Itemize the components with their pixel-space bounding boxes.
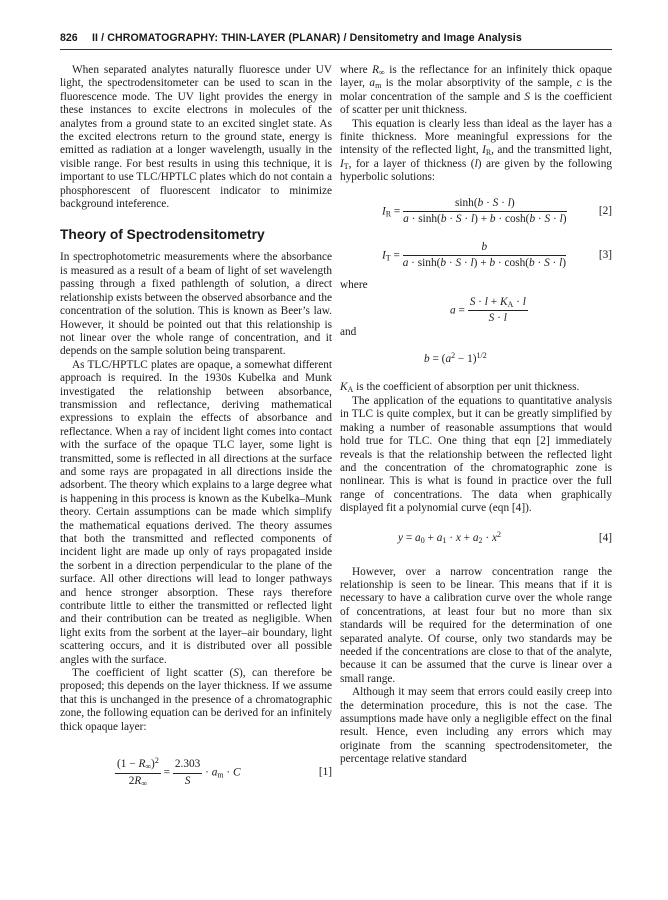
page-number: 826 <box>60 32 78 44</box>
paragraph-ka: $K_A$ is the coefficient of absorption per unit thickness. <box>340 381 580 395</box>
paragraph-errors: Although it may seem that errors could easily creep into the determination procedure, this is not the case. The assumptions made have only a negligible effect on the final result. Hence, even including any errors which may originate from the scanning spectrodensitometer, the percentage relative standard <box>340 686 612 766</box>
label-where: where <box>340 278 368 291</box>
section-heading: Theory of Spectrodensitometry <box>60 227 265 243</box>
paragraph-light-scatter: The coefficient of light scatter (S), can therefore be proposed; this depends on the layer thickness. If we assume that this is unchanged in the presence of a chromatographic zone, the following equation can be derived for an infinitely thick opaque layer: <box>60 667 332 733</box>
paragraph-fluorescence: When separated analytes naturally fluoresce under UV light, the spectrodensitometer can be used to scan in the fluorescence mode. The UV light provides the energy in these instances to excite electrons in molecules of the analytes from a ground state to an excited singlet state. As the excited electrons return to the ground state, energy is emitted as radiation at a longer wavelength, usually in the visible range. For best results in using this technique, it is important to use TLC/HPTLC plates which do not contain a phosphorescent of fluorescent indicator to minimize background inteference. <box>60 64 332 211</box>
left-column <box>60 64 332 790</box>
equation-b: $b = (a^2 - 1)^{1/2}$ <box>424 351 487 366</box>
paragraph-application: The application of the equations to quantitative analysis in TLC is quite complex, but it can be greatly simplified by making a number of reasonable assumptions that would hold true for TLC. One thing that eqn [2] immediately reveals is that the relationship between the reflected light and the concentration of the chromatographic zone is nonlinear. This is what is found in practice over the full range of concentrations. The data when graphically displayed fit a polynomial curve (eqn [4]). <box>340 394 612 515</box>
running-header <box>60 30 612 50</box>
paragraph-definitions: where $R_\infty$ is the reflectance for an infinitely thick opaque layer, $a_m$ is the molar absorptivity of the sample, c is the molar concentration of the sample and S is the coefficient of scatter per unit thickness. <box>340 64 612 117</box>
paragraph-beers-law: In spectrophotometric measurements where the absorbance is measured as a result of a beam of light of set wavelength passing through a fixed pathlength of solution, a direct relationship exists between the observed absorbance and the concentration of the solution. This is known as Beer’s law. However, it should be pointed out that this relationship is not linear over the whole range of concentration, and it depends on the sample solution being transparent. <box>60 251 332 358</box>
paragraph-kubelka-munk: As TLC/HPTLC plates are opaque, a somewhat different approach is required. In the 1930s Kubelka and Munk investigated the relationship between absorbance, transmission and reflectance, deriving mathematical expressions to explain the effects of absorbance and reflectance. When a ray of incident light comes into contact with the surface of the opaque TLC layer, some light is transmitted, some is reflected in all directions at the surface and some rays are propagated in all directions inside the adsorbent. The theory which explains to a large degree what is happening in this process is known as the Kubelka–Munk theory. Certain assumptions can be made which simplify the mathematical equations derived. The theory assumes that both the transmitted and reflected components of incident light are made up only of rays propagated inside the sorbent in a direction perpendicular to the plane of the surface. All other directions will lead to longer pathways and hence stronger absorption. These rays therefore contribute little to either the transmitted or reflected light and their contribution can be treated as negligible. When light exits from the sorbent at the layer–air boundary, light scattering occurs, and it is distributed over all possible angles with the surface. <box>60 358 332 666</box>
equation-2: $I_R$ = $\frac{\sinh(b \cdot S \cdot l)}{a \cdot \sinh(b \cdot S \cdot l) + b \cdot \cosh(b \cdot S \cdot l)}$ [2] <box>382 196 612 226</box>
label-and: and <box>340 326 357 339</box>
paragraph-finite-thickness: This equation is clearly less than ideal as the layer has a finite thickness. More meaningful expressions for the intensity of the reflected light, $I_R$, and the transmitted light, $I_T$, for a layer of thickness (l) are given by the following hyperbolic solutions: <box>340 117 612 184</box>
equation-a: a = $\frac{S \cdot l + K_A \cdot l}{S \cdot l}$ <box>450 296 526 325</box>
equation-3: $I_T$ = $\frac{b}{a \cdot \sinh(b \cdot S \cdot l) + b \cdot \cosh(b \cdot S \cdot l)}$ [3] <box>382 240 612 270</box>
equation-number: [3] <box>598 248 612 261</box>
equation-number: [1] <box>318 766 332 779</box>
equation-1: $\frac{(1 - R_\infty)^2}{2R_\infty}$ = $\frac{2.303}{S}$ · $a_m \cdot C$ [1] <box>117 756 332 788</box>
paragraph-linear-range: However, over a narrow concentration range the relationship is seen to be linear. This means that if it is necessary to have a calibration curve over the whole range of concentrations, at least four but no more than six standards will be required for the determination of one separated analyte. Of course, only two standards may be needed if the concentrations are close to that of the analyte, because it can be assumed that the curve is linear over a small range. <box>340 565 612 685</box>
running-title: II / CHROMATOGRAPHY: THIN-LAYER (PLANAR) / Densitometry and Image Analysis <box>92 32 522 44</box>
equation-number: [2] <box>598 204 612 217</box>
right-column <box>340 64 612 767</box>
equation-4: $y = a_0 + a_1 \cdot x + a_2 \cdot x^2$ [4] <box>398 529 612 545</box>
equation-number: [4] <box>598 531 612 544</box>
